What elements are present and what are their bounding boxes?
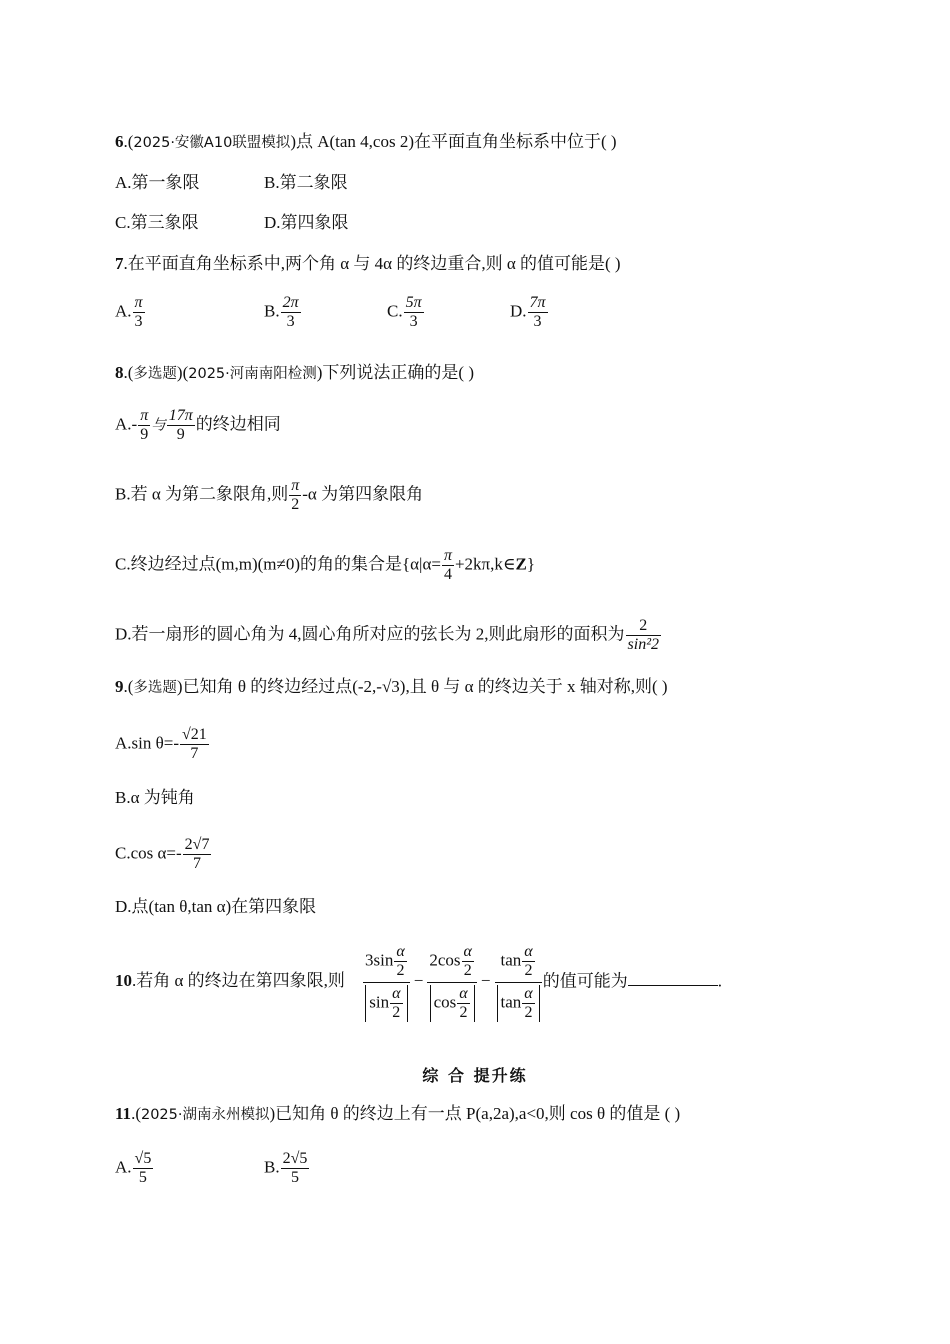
denominator: 2 — [291, 496, 300, 513]
numerator: α — [396, 943, 405, 960]
fraction — [133, 1150, 154, 1187]
denominator: 3 — [533, 313, 542, 330]
denominator: 5 — [138, 1169, 147, 1186]
option-c — [115, 836, 212, 873]
numerator: π — [443, 547, 452, 564]
numerator: 2√7 — [184, 836, 210, 853]
option-text: C.终边经过点(m,m)(m≠0)的角的集合是{α|α= — [115, 554, 441, 574]
numerator: π — [134, 294, 143, 311]
half-angle — [522, 985, 534, 1022]
option-c — [115, 547, 535, 584]
question-type: 多选题 — [133, 366, 177, 382]
func-text: tan — [500, 992, 522, 1012]
fraction — [138, 407, 150, 444]
question-number: 10 — [115, 971, 132, 990]
option-a — [115, 407, 281, 444]
func-text: tan — [500, 950, 522, 970]
option-label: C. — [387, 301, 403, 321]
option-label: D. — [510, 301, 527, 321]
fraction — [289, 477, 301, 514]
fraction — [183, 836, 212, 873]
numerator — [363, 943, 410, 983]
punct: .( — [131, 1104, 141, 1123]
numerator: α — [459, 985, 468, 1002]
question-source: 2025·河南南阳检测 — [188, 366, 317, 382]
question-number: 7 — [115, 254, 124, 273]
expression — [362, 943, 722, 1022]
numerator: α — [392, 985, 401, 1002]
abs-value — [497, 985, 540, 1022]
numerator: 17π — [168, 407, 193, 424]
question-number: 8 — [115, 363, 124, 382]
question-6 — [115, 131, 617, 154]
numerator: α — [524, 985, 533, 1002]
option-c: C.第三象限 — [115, 213, 199, 232]
func-text: 2cos — [429, 950, 461, 970]
fraction-cos — [427, 943, 477, 1022]
punct: .( — [123, 363, 134, 382]
fraction-sin — [363, 943, 410, 1022]
section-heading: 综 合 提升练 — [422, 1066, 528, 1085]
question-number: 11 — [115, 1104, 132, 1123]
option-c — [387, 294, 425, 331]
denominator: 2 — [524, 1004, 533, 1021]
denominator: 2 — [392, 1004, 401, 1021]
func-text: cos — [433, 992, 457, 1012]
fraction — [626, 617, 661, 654]
numerator — [495, 943, 542, 983]
numerator: α — [463, 943, 472, 960]
numerator: π — [140, 407, 149, 424]
denominator: 7 — [190, 745, 199, 762]
minus-sign: − — [413, 971, 424, 991]
option-a — [115, 726, 210, 763]
numerator: π — [291, 477, 300, 494]
punct: )( — [176, 363, 189, 382]
question-number: 6 — [115, 132, 124, 151]
option-d: D.第四象限 — [264, 213, 349, 232]
question-number: 9 — [115, 677, 124, 696]
fraction — [281, 1150, 310, 1187]
half-angle — [522, 943, 534, 980]
option-text: -α 为第四象限角 — [302, 484, 424, 504]
option-d: D.点(tan θ,tan α)在第四象限 — [115, 897, 317, 916]
question-stem: .在平面直角坐标系中,两个角 α 与 4α 的终边重合,则 α 的值可能是( ) — [123, 254, 621, 273]
denominator: 5 — [290, 1169, 299, 1186]
func-text: sin — [369, 992, 390, 1012]
question-11 — [115, 1103, 680, 1126]
numerator: 2√5 — [282, 1150, 308, 1167]
fraction — [180, 726, 209, 763]
answer-blank[interactable] — [628, 969, 718, 986]
denominator: 7 — [193, 855, 202, 872]
option-label: A. — [115, 301, 132, 321]
punct: . — [717, 971, 722, 991]
option-a — [115, 294, 146, 331]
punct: .( — [123, 132, 134, 151]
fraction — [528, 294, 548, 331]
question-stem: 的值可能为 — [542, 971, 628, 991]
denominator: 4 — [443, 566, 452, 583]
integer-set-symbol: Z — [515, 554, 527, 574]
punct: } — [526, 554, 535, 574]
numerator — [427, 943, 477, 983]
question-7 — [115, 253, 621, 275]
question-stem: )已知角 θ 的终边经过点(-2,-√3),且 θ 与 α 的终边关于 x 轴对称,则( ) — [176, 677, 668, 696]
punct: .( — [123, 677, 134, 696]
option-label: A.- — [115, 414, 138, 434]
question-stem: )已知角 θ 的终边上有一点 P(a,2a),a<0,则 cos θ 的值是 ( ) — [269, 1104, 681, 1123]
option-b — [115, 477, 423, 514]
denominator: 3 — [134, 313, 143, 330]
option-text: 的终边相同 — [195, 414, 281, 434]
option-b — [264, 294, 302, 331]
abs-value — [430, 985, 475, 1022]
denominator: 3 — [409, 313, 418, 330]
question-source: 2025·安徽A10联盟模拟 — [133, 135, 291, 151]
denominator — [495, 983, 542, 1022]
numerator: 5π — [405, 294, 422, 311]
option-label: B. — [264, 1157, 280, 1177]
func-text: 3sin — [365, 950, 394, 970]
numerator: 7π — [529, 294, 546, 311]
fraction — [281, 294, 301, 331]
denominator: 9 — [176, 426, 185, 443]
question-source: 2025·湖南永州模拟 — [140, 1107, 270, 1123]
half-angle — [457, 985, 469, 1022]
question-stem: )点 A(tan 4,cos 2)在平面直角坐标系中位于( ) — [290, 132, 617, 151]
option-text: D.若一扇形的圆心角为 4,圆心角所对应的弦长为 2,则此扇形的面积为 — [115, 624, 625, 644]
option-b: B.第二象限 — [264, 173, 348, 192]
denominator — [363, 983, 410, 1022]
option-d — [510, 294, 549, 331]
half-angle — [462, 943, 474, 980]
denominator: 3 — [286, 313, 295, 330]
question-8 — [115, 362, 474, 385]
option-text: C.cos α=- — [115, 843, 182, 863]
denominator: 2 — [463, 962, 472, 979]
fraction — [167, 407, 195, 444]
option-a: A.第一象限 — [115, 173, 200, 192]
option-label: B. — [264, 301, 280, 321]
numerator: α — [524, 943, 533, 960]
denominator: 2 — [459, 1004, 468, 1021]
abs-value — [365, 985, 407, 1022]
denominator: 2 — [396, 962, 405, 979]
option-b: B.α 为钝角 — [115, 788, 195, 807]
fraction-tan — [495, 943, 542, 1022]
numerator: √5 — [134, 1150, 152, 1167]
denominator: sin²2 — [627, 636, 659, 653]
fraction — [442, 547, 454, 584]
denominator — [427, 983, 477, 1022]
question-type: 多选题 — [133, 680, 177, 696]
question-stem: )下列说法正确的是( ) — [316, 363, 474, 382]
option-d — [115, 617, 662, 654]
option-text: +2kπ,k∈ — [454, 554, 516, 574]
question-10 — [115, 970, 345, 992]
numerator: 2π — [282, 294, 299, 311]
question-stem: .若角 α 的终边在第四象限,则 — [132, 971, 345, 990]
connector-text: 与 — [151, 417, 166, 434]
option-text: A.sin θ=- — [115, 733, 180, 753]
half-angle — [390, 985, 402, 1022]
question-9 — [115, 676, 668, 699]
denominator: 2 — [524, 962, 533, 979]
option-b — [264, 1150, 310, 1187]
option-a — [115, 1150, 154, 1187]
fraction — [404, 294, 424, 331]
option-text: B.若 α 为第二象限角,则 — [115, 484, 289, 504]
option-label: A. — [115, 1157, 132, 1177]
numerator: √21 — [182, 726, 207, 743]
fraction — [133, 294, 145, 331]
numerator: 2 — [626, 617, 661, 636]
denominator: 9 — [140, 426, 149, 443]
minus-sign: − — [480, 971, 491, 991]
half-angle — [394, 943, 406, 980]
